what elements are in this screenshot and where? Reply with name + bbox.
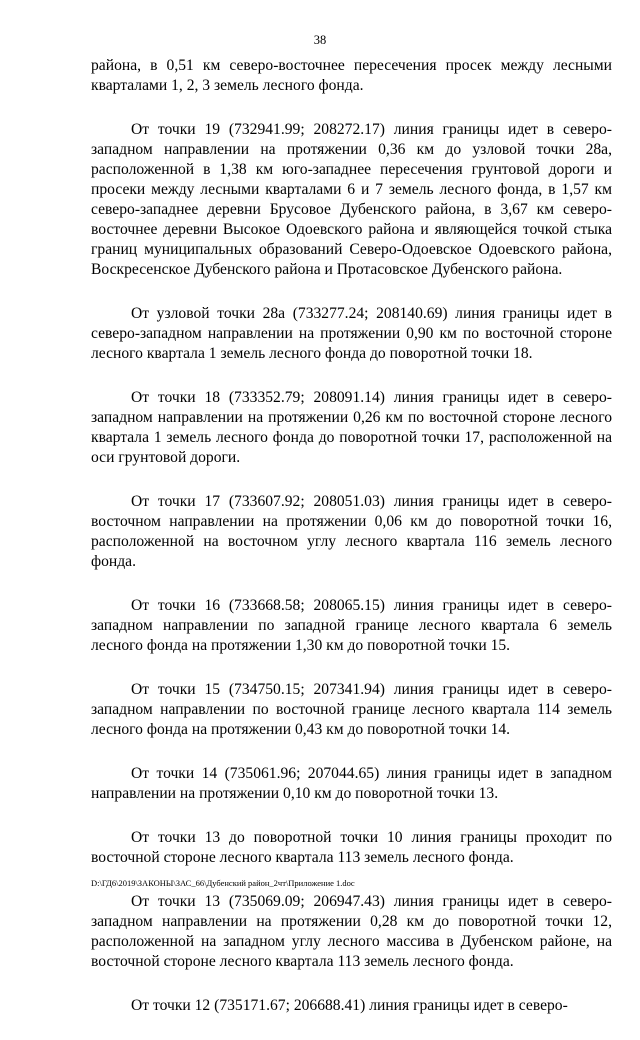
document-body xyxy=(91,56,612,1040)
paragraph-point-28a: От узловой точки 28а (733277.24; 208140.69) линия границы идет в северо-западном направлении на протяжении 0,90 км по восточной стороне лесного квартала 1 земель лесного фонда до поворотной точки 18. xyxy=(91,305,612,362)
paragraph-point-16: От точки 16 (733668.58; 208065.15) линия границы идет в северо-западном направлении по западной границе лесного квартала 6 земель лесного фонда на протяжении 1,30 км до поворотной точки 15. xyxy=(91,597,612,654)
paragraph-point-18: От точки 18 (733352.79; 208091.14) линия границы идет в северо-западном направлении на протяжении 0,26 км по восточной стороне лесного квартала 1 земель лесного фонда до поворотной точки 17, расположенной на оси грунтовой дороги. xyxy=(91,389,612,466)
file-path-footer: D:\ГД6\2019\ЗАКОНЫ\ЗАС_66\Дубенский район_2чт\Приложение 1.doc xyxy=(91,878,355,888)
paragraph-point-13: От точки 13 (735069.09; 206947.43) линия границы идет в северо-западном направлении на протяжении 0,28 км до поворотной точки 12, расположенной на западном углу лесного массива в Дубенском районе, на восточной стороне лесного квартала 113 земель лесного фонда. xyxy=(91,893,612,970)
paragraph-point-12: От точки 12 (735171.67; 206688.41) линия границы идет в северо- xyxy=(131,997,568,1014)
paragraph-continuation: района, в 0,51 км северо-восточнее пересечения просек между лесными кварталами 1, 2, 3 земель лесного фонда. xyxy=(91,57,612,94)
paragraph-point-13-to-10: От точки 13 до поворотной точки 10 линия границы проходит по восточной стороне лесного квартала 113 земель лесного фонда. xyxy=(91,829,612,866)
paragraph-point-19: От точки 19 (732941.99; 208272.17) линия границы идет в северо-западном направлении на протяжении 0,36 км до узловой точки 28а, расположенной в 1,38 км юго-западнее пересечения грунтовой дороги и просеки между лесными кварталами 6 и 7 земель лесного фонда, в 1,57 км северо-западнее деревни Брусовое Дубенского района, в 3,67 км северо-восточнее деревни Высокое Одоевского района и являющейся точкой стыка границ муниципальных образований Северо-Одоевское Одоевского района, Воскресенское Дубенского района и Протасовское Дубенского района. xyxy=(91,121,612,278)
paragraph-point-17: От точки 17 (733607.92; 208051.03) линия границы идет в северо-восточном направлении на протяжении 0,06 км до поворотной точки 16, расположенной на восточном углу лесного квартала 116 земель лесного фонда. xyxy=(91,493,612,570)
paragraph-point-15: От точки 15 (734750.15; 207341.94) линия границы идет в северо-западном направлении по восточной границе лесного квартала 114 земель лесного фонда на протяжении 0,43 км до поворотной точки 14. xyxy=(91,681,612,738)
page-number: 38 xyxy=(313,33,327,47)
paragraph-point-14: От точки 14 (735061.96; 207044.65) линия границы идет в западном направлении на протяжении 0,10 км до поворотной точки 13. xyxy=(91,765,612,802)
